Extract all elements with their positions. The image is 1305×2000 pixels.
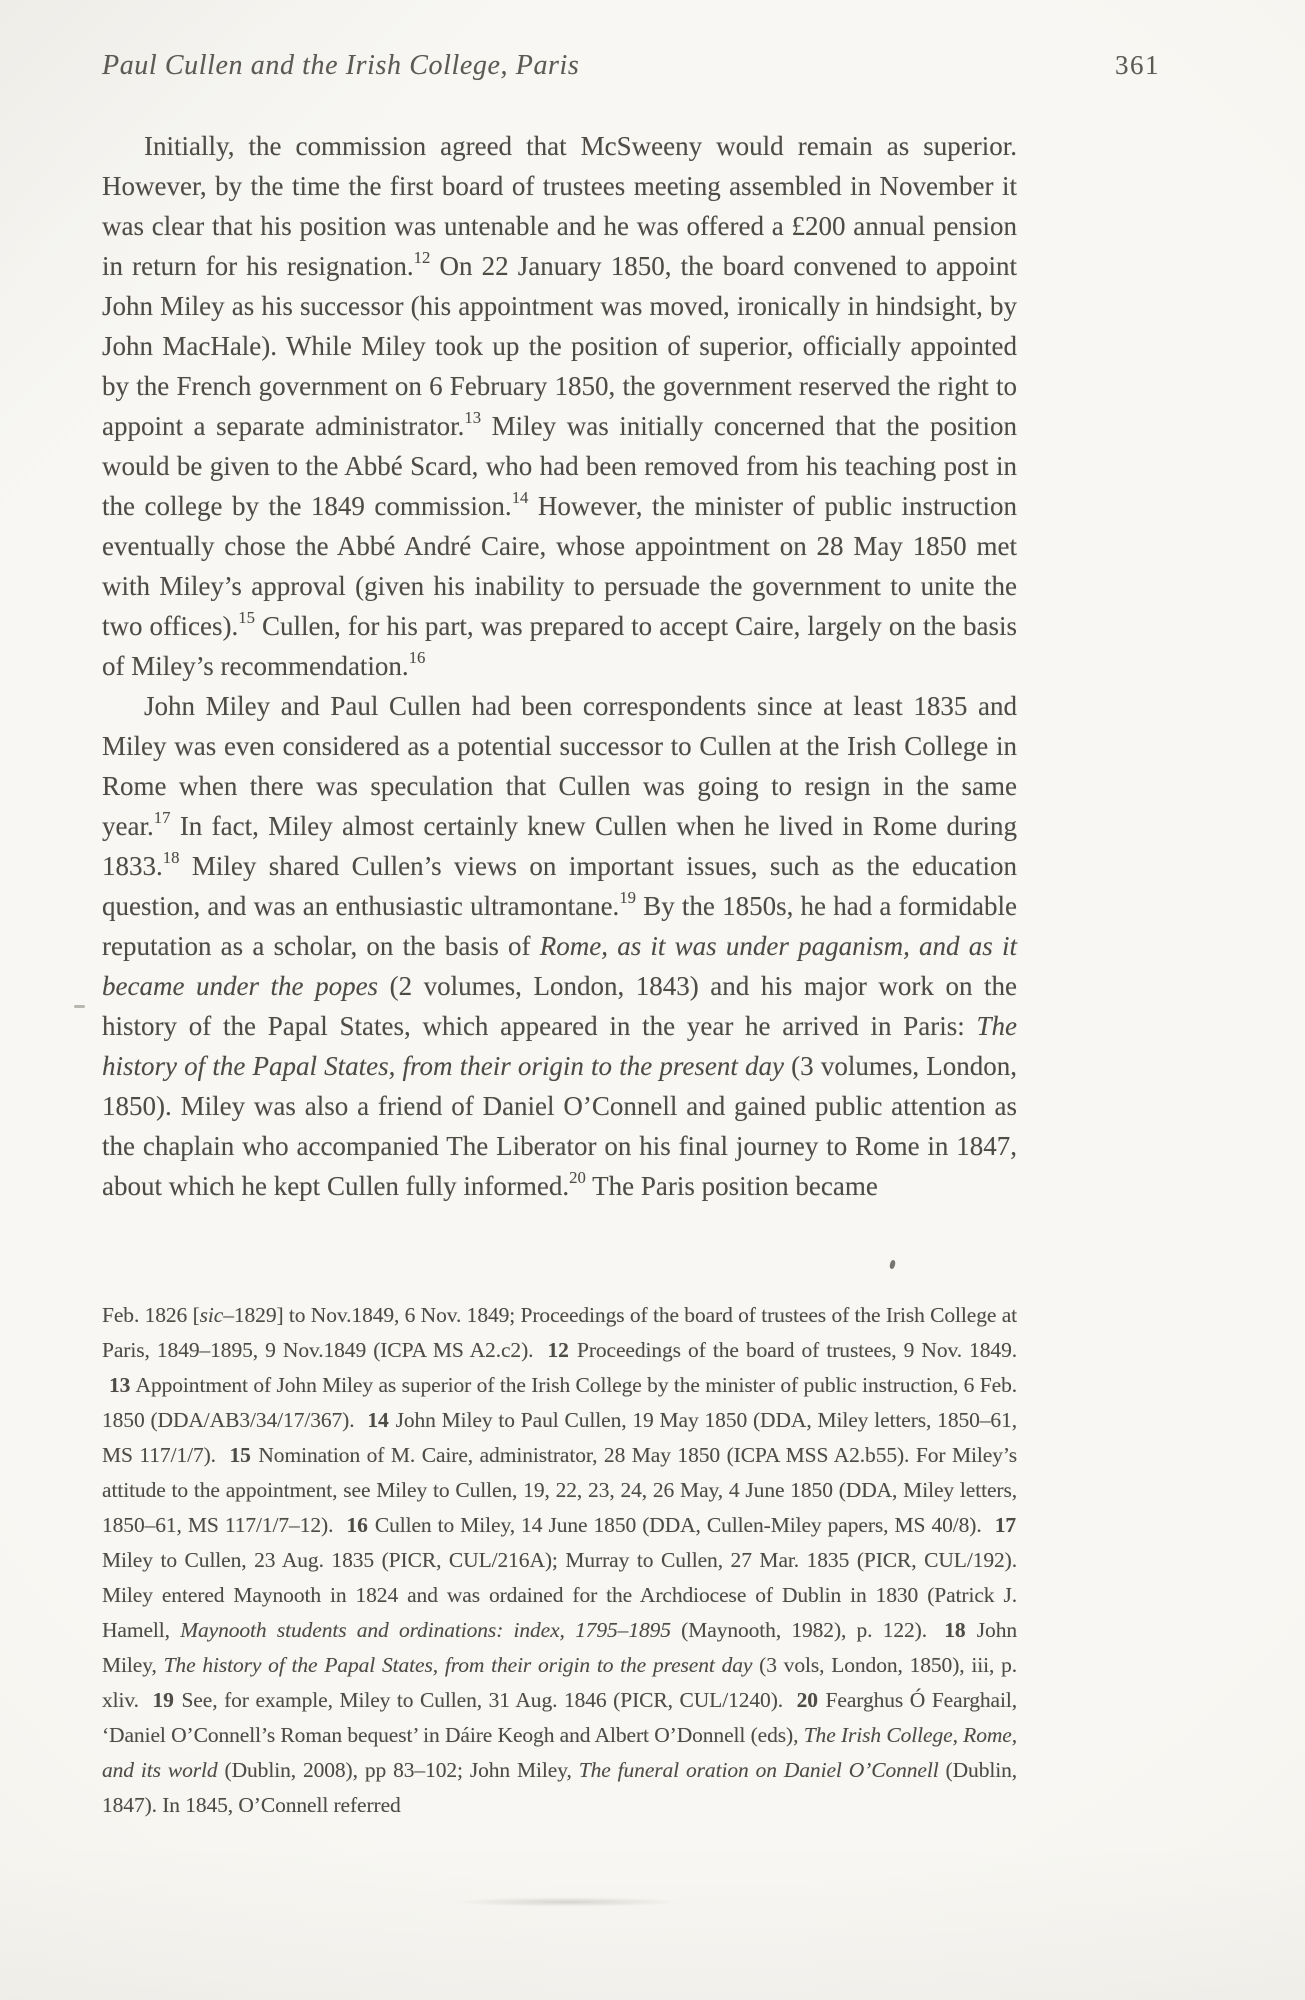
scan-smudge <box>425 1896 710 1908</box>
scan-margin-mark <box>74 1005 85 1008</box>
footnote-block: Feb. 1826 [sic–1829] to Nov.1849, 6 Nov. 1849; Proceedings of the board of trustees of the Irish College at Paris, 1849–1895, 9 Nov.1849 (ICPA MS A2.c2). 12 Proceedings of the board of trustees, 9 Nov. 1849. 13 Appointment of John Miley as superior of the Irish College by the minister of public instruction, 6 Feb. 1850 (DDA/AB3/34/17/367). 14 John Miley to Paul Cullen, 19 May 1850 (DDA, Miley letters, 1850–61, MS 117/1/7). 15 Nomination of M. Caire, administrator, 28 May 1850 (ICPA MSS A2.b55). For Miley’s attitude to the appointment, see Miley to Cullen, 19, 22, 23, 24, 26 May, 4 June 1850 (DDA, Miley letters, 1850–61, MS 117/1/7–12). 16 Cullen to Miley, 14 June 1850 (DDA, Cullen-Miley papers, MS 40/8). 17 Miley to Cullen, 23 Aug. 1835 (PICR, CUL/216A); Murray to Cullen, 27 Mar. 1835 (PICR, CUL/192). Miley entered Maynooth in 1824 and was ordained for the Archdiocese of Dublin in 1830 (Patrick J. Hamell, Maynooth students and ordinations: index, 1795–1895 (Maynooth, 1982), p. 122). 18 John Miley, The history of the Papal States, from their origin to the present day (3 vols, London, 1850), iii, p. xliv. 19 See, for example, Miley to Cullen, 31 Aug. 1846 (PICR, CUL/1240). 20 Fearghus Ó Fearghail, ‘Daniel O’Connell’s Roman bequest’ in Dáire Keogh and Albert O’Donnell (eds), The Irish College, Rome, and its world (Dublin, 2008), pp 83–102; John Miley, The funeral oration on Daniel O’Connell (Dublin, 1847). In 1845, O’Connell referred <box>102 1303 1018 1817</box>
running-head-title: Paul Cullen and the Irish College, Paris <box>102 50 580 81</box>
page-number: 361 <box>1115 50 1160 80</box>
scan-ink-speck <box>889 1260 896 1270</box>
footnotes-section <box>102 1298 1017 1823</box>
running-header <box>102 50 1160 82</box>
body-text <box>102 126 1017 1206</box>
body-paragraph-2: John Miley and Paul Cullen had been correspondents since at least 1835 and Miley was even considered as a potential successor to Cullen at the Irish College in Rome when there was speculation that Cullen was going to resign in the same year.$^{17}$ In fact, Miley almost certainly knew Cullen when he lived in Rome during 1833.18 Miley shared Cullen’s views on important issues, such as the education question, and was an enthusiastic ultramontane.$^{19}$ By the 1850s, he had a formidable reputation as a scholar, on the basis of Rome, as it was under paganism, and as it became under the popes (2 volumes, London, 1843) and his major work on the history of the Papal States, which appeared in the year he arrived in Paris: The history of the Papal States, from their origin to the present day (3 volumes, London, 1850). Miley was also a friend of Daniel O’Connell and gained public attention as the chaplain who accompanied The Liberator on his final journey to Rome in 1847, about which he kept Cullen fully informed.$^{20}$ The Paris position became <box>102 691 1017 1201</box>
body-paragraph-1: Initially, the commission agreed that McSweeny would remain as superior. However, by the time the first board of trustees meeting assembled in November it was clear that his position was untenable and he was offered a £200 annual pension in return for his resignation.$^{12}$ On 22 January 1850, the board convened to appoint John Miley as his successor (his appointment was moved, ironically in hindsight, by John MacHale). While Miley took up the position of superior, officially appointed by the French government on 6 February 1850, the government reserved the right to appoint a separate administrator.$^{13}$ Miley was initially concerned that the position would be given to the Abbé Scard, who had been removed from his teaching post in the college by the 1849 commission.$^{14}$ However, the minister of public instruction eventually chose the Abbé André Caire, whose appointment on 28 May 1850 met with Miley’s approval (given his inability to persuade the government to unite the two offices).$^{15}$ Cullen, for his part, was prepared to accept Caire, largely on the basis of Miley’s recommendation.$^{16}$ <box>102 131 1017 681</box>
